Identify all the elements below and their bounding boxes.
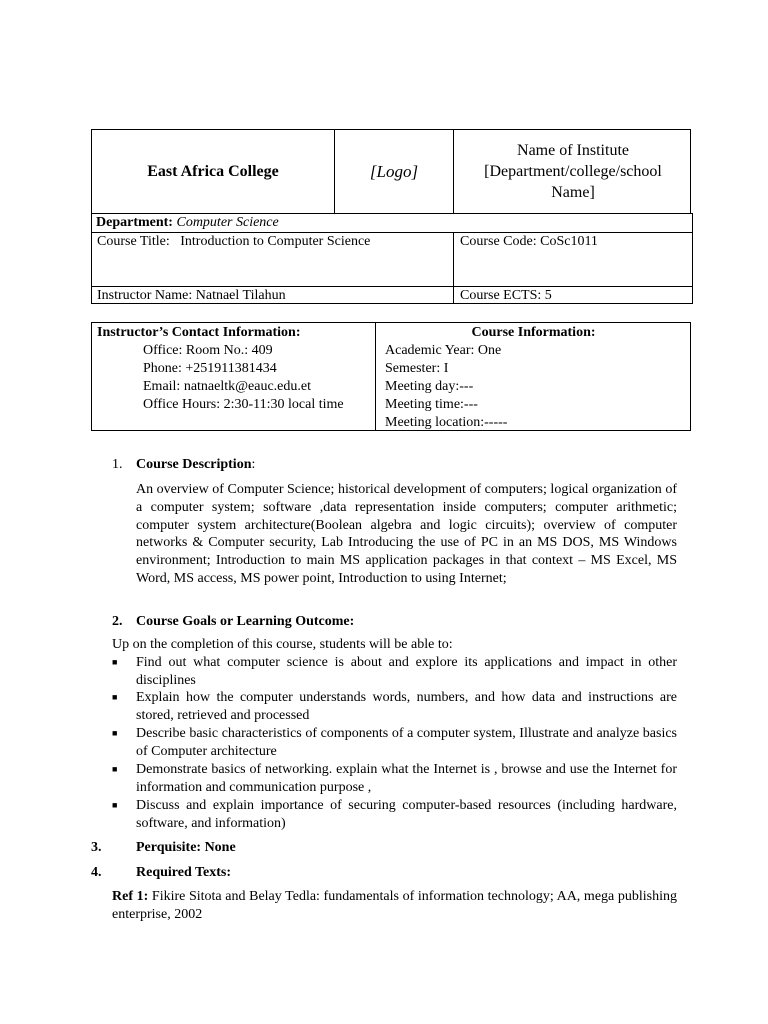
bullet-4-icon: ■ [112, 764, 118, 774]
bullet-2-icon: ■ [112, 692, 118, 702]
section-1-number: 1. [112, 457, 123, 472]
course-description: An overview of Computer Science; historical development of computers; logical organization of a computer system; software ,data representation inside computers; computer arithmetic; computer system architecture(Boolean algebra and logic circuits); overview of computer networks & Computer security, Lab Introducing the use of PC in an MS DOS, MS Windows environment; Introduction to main MS application packages in that context – MS Excel, MS Word, MS access, MS power point, Introduction to using Internet; [136, 482, 677, 586]
department-value: Computer Science [176, 215, 279, 230]
reference-1 [112, 888, 677, 924]
contact-office: Office: Room No.: 409 [143, 343, 273, 358]
college-name: East Africa College [147, 162, 279, 180]
section-2-title: Course Goals or Learning Outcome: [136, 614, 355, 629]
course-code: Course Code: CoSc1011 [460, 234, 598, 249]
section-3-number: 3. [91, 840, 102, 855]
logo-placeholder: [Logo] [369, 161, 419, 181]
goal-item-4: Demonstrate basics of networking. explain what the Internet is , browse and use the Internet for information and communication purpose , [136, 762, 677, 795]
course-title-label: Course Title: [97, 234, 170, 249]
bullet-3-icon: ■ [112, 728, 118, 738]
course-info-day: Meeting day:--- [385, 379, 474, 394]
goal-item-2: Explain how the computer understands words, numbers, and how data and instructions are stored, retrieved and processed [136, 690, 677, 723]
course-divider [453, 232, 454, 304]
goal-item-3: Describe basic characteristics of components of a computer system, Illustrate and analyze basics of Computer architecture [136, 726, 677, 759]
section-3-title: Perquisite: None [136, 840, 236, 855]
course-info-heading: Course Information: [471, 325, 596, 340]
course-info-semester: Semester: I [385, 361, 449, 376]
goal-item-5: Discuss and explain importance of securing computer-based resources (including hardware, software, and information) [136, 798, 677, 831]
course-title-value: Introduction to Computer Science [180, 234, 371, 249]
course-info-time: Meeting time:--- [385, 397, 478, 412]
course-ects: Course ECTS: 5 [460, 288, 552, 303]
bullet-1-icon: ■ [112, 657, 118, 667]
section-2-intro: Up on the completion of this course, students will be able to: [112, 637, 453, 652]
department-line [96, 214, 279, 232]
institute-name: Name of Institute [Department/college/school Name] [484, 142, 662, 201]
section-4-title: Required Texts: [136, 865, 232, 880]
contact-phone: Phone: +251911381434 [143, 361, 277, 376]
reference-1-label: Ref 1: [112, 889, 149, 904]
section-1-title: Course Description [136, 457, 252, 472]
course-title-line [97, 233, 370, 251]
department-label: Department: [96, 215, 173, 230]
goal-item-1: Find out what computer science is about and explore its applications and impact in other disciplines [136, 655, 677, 688]
section-4-number: 4. [91, 865, 102, 880]
bullet-5-icon: ■ [112, 800, 118, 810]
contact-hours: Office Hours: 2:30-11:30 local time [143, 397, 344, 412]
instructor-name: Instructor Name: Natnael Tilahun [97, 288, 286, 303]
section-2-number: 2. [112, 614, 123, 629]
section-1-heading [136, 456, 255, 474]
course-info-year: Academic Year: One [385, 343, 502, 358]
header-divider-2 [453, 129, 454, 214]
course-info-location: Meeting location:----- [385, 415, 508, 430]
contact-heading: Instructor’s Contact Information: [97, 325, 301, 340]
contact-email: Email: natnaeltk@eauc.edu.et [143, 379, 311, 394]
reference-1-text: Fikire Sitota and Belay Tedla: fundamentals of information technology; AA, mega publishing enterprise, 2002 [112, 889, 677, 922]
section-1-colon: : [251, 457, 256, 472]
